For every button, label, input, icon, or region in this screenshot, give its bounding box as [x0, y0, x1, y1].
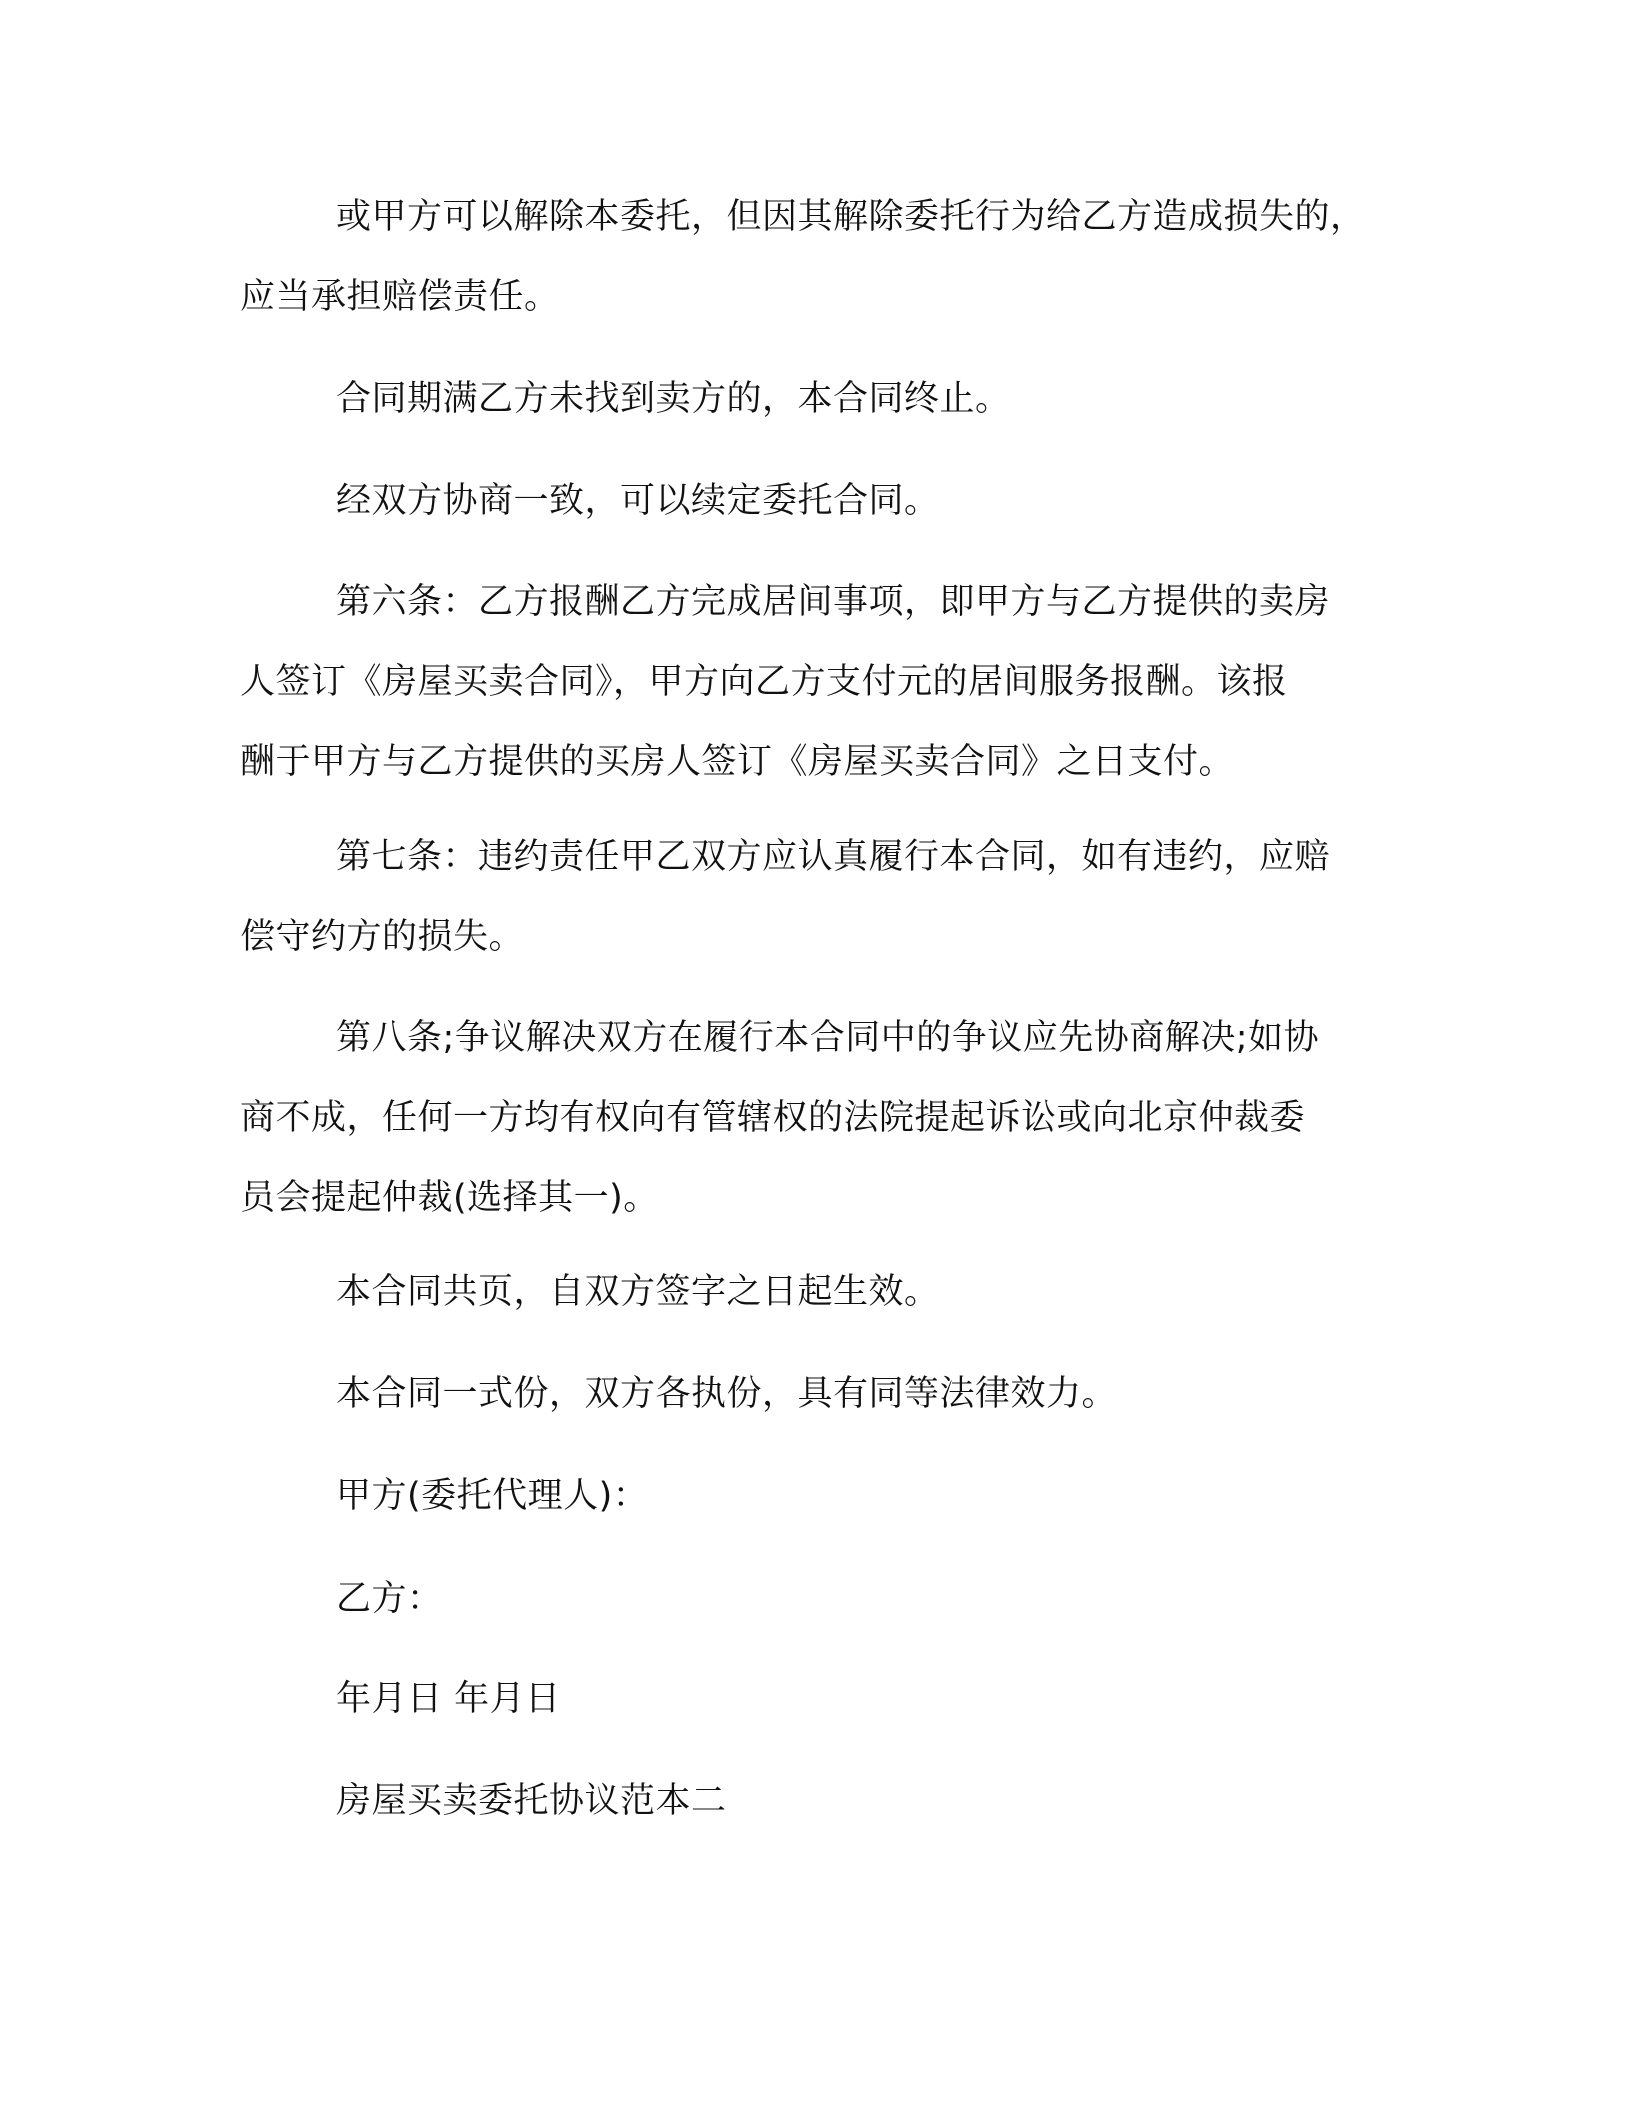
text-line: 应当承担赔偿责任。: [240, 277, 560, 317]
text-line: 经双方协商一致，可以续定委托合同。: [336, 481, 940, 521]
paragraph-article-7: [240, 817, 1330, 977]
paragraph-pages-effective: [240, 1252, 940, 1332]
text-line: 甲方(委托代理人)：: [336, 1476, 649, 1516]
text-line: 或甲方可以解除本委托，但因其解除委托行为给乙方造成损失的，: [336, 197, 1366, 237]
text-line: 合同期满乙方未找到卖方的，本合同终止。: [336, 379, 1011, 419]
paragraph-copies: [240, 1354, 1117, 1434]
text-line: 商不成，任何一方均有权向有管辖权的法院提起诉讼或向北京仲裁委: [240, 1098, 1306, 1138]
text-line: 乙方：: [336, 1579, 443, 1619]
text-line: 酬于甲方与乙方提供的买房人签订《房屋买卖合同》之日支付。: [240, 742, 1235, 782]
signature-dates: [240, 1659, 561, 1739]
paragraph-termination-liability: [240, 177, 1366, 337]
text-line: 本合同共页，自双方签字之日起生效。: [336, 1272, 940, 1312]
text-line: 第八条;争议解决双方在履行本合同中的争议应先协商解决;如协: [336, 1018, 1320, 1058]
text-line: 房屋买卖委托协议范本二: [336, 1781, 727, 1821]
paragraph-renewal: [240, 461, 940, 541]
signature-party-a: [240, 1456, 648, 1536]
text-line: 偿守约方的损失。: [240, 917, 525, 957]
paragraph-article-6: [240, 562, 1330, 802]
text-line: 本合同一式份，双方各执份，具有同等法律效力。: [336, 1374, 1118, 1414]
text-line: 第七条：违约责任甲乙双方应认真履行本合同，如有违约，应赔: [336, 837, 1331, 877]
text-line: 第六条：乙方报酬乙方完成居间事项，即甲方与乙方提供的卖房: [336, 582, 1331, 622]
signature-party-b: [240, 1559, 443, 1639]
text-line: 年月日 年月日: [336, 1679, 561, 1719]
paragraph-article-8: [240, 998, 1319, 1238]
text-line: 员会提起仲裁(选择其一)。: [240, 1178, 659, 1218]
text-line: 人签订《房屋买卖合同》，甲方向乙方支付元的居间服务报酬。该报: [240, 662, 1288, 702]
section-heading-template-2: [240, 1761, 727, 1841]
paragraph-contract-expiry: [240, 359, 1011, 439]
